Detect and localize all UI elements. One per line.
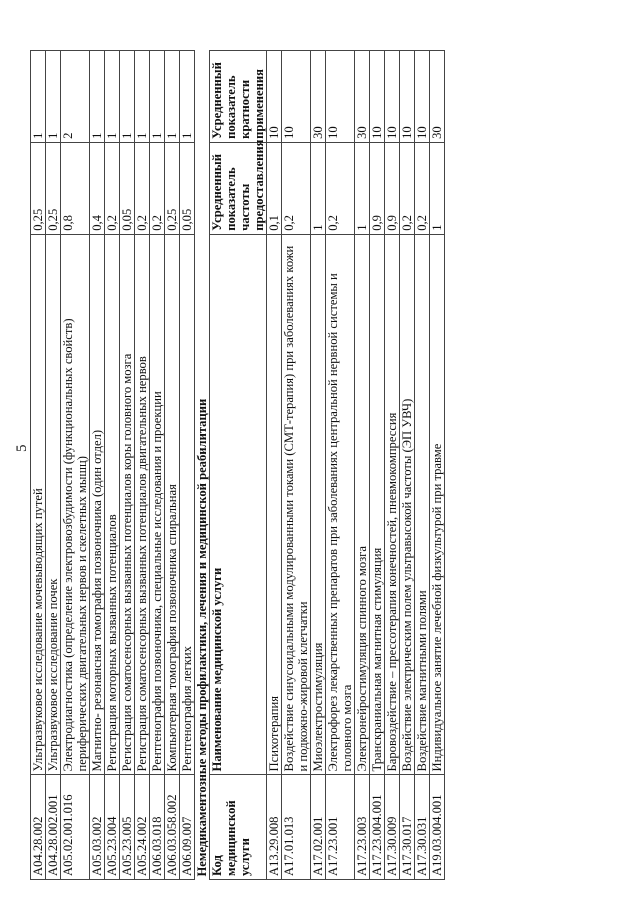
service-name: Рентгенография легких xyxy=(180,234,195,775)
service-name: Воздействие синусоидальными модулированными токами (СМТ-терапия) при заболеваниях кожи и подкожно-жировой клетчатки xyxy=(282,234,311,775)
service-code: A05.02.001.016 xyxy=(61,775,90,880)
service-name: Психотерапия xyxy=(267,234,282,775)
frequency-value: 0,05 xyxy=(120,142,135,234)
table-row xyxy=(46,51,61,880)
table-row xyxy=(385,51,400,880)
service-code: A17.23.001 xyxy=(326,775,355,880)
table-row xyxy=(415,51,430,880)
service-code: A05.23.005 xyxy=(120,775,135,880)
multiplicity-value: 2 xyxy=(61,51,90,143)
service-code: A17.30.031 xyxy=(415,775,430,880)
table-row xyxy=(90,51,105,880)
service-code: A17.01.013 xyxy=(282,775,311,880)
service-code: A13.29.008 xyxy=(267,775,282,880)
service-code: A04.28.002.001 xyxy=(46,775,61,880)
section-title: Немедикаментозные методы профилактики, лечения и медицинской реабилитации xyxy=(195,51,210,880)
multiplicity-value: 10 xyxy=(385,51,400,143)
multiplicity-value: 1 xyxy=(31,51,46,143)
multiplicity-value: 30 xyxy=(355,51,370,143)
service-code: A17.30.009 xyxy=(385,775,400,880)
service-code: A05.03.002 xyxy=(90,775,105,880)
service-name: Электрофорез лекарственных препаратов при заболеваниях центральной нервной системы и головного мозга xyxy=(326,234,355,775)
section-block xyxy=(195,51,267,880)
multiplicity-value: 10 xyxy=(415,51,430,143)
section-row xyxy=(195,51,210,880)
service-code: A06.03.018 xyxy=(150,775,165,880)
table-row xyxy=(150,51,165,880)
service-name: Компьютерная томография позвоночника спиральная xyxy=(165,234,180,775)
table-row xyxy=(370,51,385,880)
rehab-services-rows xyxy=(267,51,445,880)
frequency-value: 1 xyxy=(430,142,445,234)
multiplicity-value: 1 xyxy=(105,51,120,143)
service-name: Регистрация моторных вызванных потенциалов xyxy=(105,234,120,775)
frequency-value: 0,2 xyxy=(326,142,355,234)
frequency-value: 0,25 xyxy=(31,142,46,234)
table-row xyxy=(267,51,282,880)
table-row xyxy=(311,51,326,880)
service-name: Ультразвуковое исследование почек xyxy=(46,234,61,775)
service-code: A05.24.002 xyxy=(135,775,150,880)
service-name: Ультразвуковое исследование мочевыводящих путей xyxy=(31,234,46,775)
service-name: Регистрация соматосенсорных вызванных потенциалов коры головного мозга xyxy=(120,234,135,775)
multiplicity-value: 10 xyxy=(267,51,282,143)
multiplicity-value: 1 xyxy=(150,51,165,143)
table-row xyxy=(326,51,355,880)
frequency-value: 0,25 xyxy=(165,142,180,234)
service-name: Магнитно- резонансная томография позвоночника (один отдел) xyxy=(90,234,105,775)
table-header-row xyxy=(210,51,267,880)
page-number: 5 xyxy=(14,444,30,452)
multiplicity-value: 10 xyxy=(326,51,355,143)
header-multiplicity: Усредненный показатель кратности применения xyxy=(210,51,267,143)
frequency-value: 0,9 xyxy=(385,142,400,234)
frequency-value: 0,2 xyxy=(415,142,430,234)
service-code: A06.03.058.002 xyxy=(165,775,180,880)
diagnostic-services-rows xyxy=(31,51,195,880)
service-name: Индивидуальное занятие лечебной физкультурой при травме xyxy=(430,234,445,775)
table-row xyxy=(355,51,370,880)
service-name: Воздействие магнитными полями xyxy=(415,234,430,775)
multiplicity-value: 1 xyxy=(120,51,135,143)
multiplicity-value: 1 xyxy=(135,51,150,143)
frequency-value: 0,4 xyxy=(90,142,105,234)
table-row xyxy=(31,51,46,880)
service-name: Электродиагностика (определение электровозбудимости (функциональных свойств) периферических двигательных нервов и скелетных мышц) xyxy=(61,234,90,775)
services-table xyxy=(30,50,445,880)
header-name: Наименование медицинской услуги xyxy=(210,234,267,775)
frequency-value: 0,2 xyxy=(282,142,311,234)
header-code: Код медицинской услуги xyxy=(210,775,267,880)
service-code: A05.23.004 xyxy=(105,775,120,880)
multiplicity-value: 10 xyxy=(400,51,415,143)
table-row xyxy=(430,51,445,880)
service-name: Рентгенография позвоночника, специальные исследования и проекции xyxy=(150,234,165,775)
table-row xyxy=(135,51,150,880)
service-name: Воздействие электрическим полем ультравысокой частоты (ЭП УВЧ) xyxy=(400,234,415,775)
table-row xyxy=(165,51,180,880)
service-name: Электронейростимуляция спинного мозга xyxy=(355,234,370,775)
service-code: A17.23.004.001 xyxy=(370,775,385,880)
rotated-page-content xyxy=(30,30,630,880)
service-code: A17.02.001 xyxy=(311,775,326,880)
service-name: Баровоздействие – прессотерапия конечностей, пневмокомпрессия xyxy=(385,234,400,775)
service-name: Регистрация соматосенсорных вызванных потенциалов двигательных нервов xyxy=(135,234,150,775)
frequency-value: 1 xyxy=(355,142,370,234)
multiplicity-value: 10 xyxy=(370,51,385,143)
frequency-value: 0,2 xyxy=(135,142,150,234)
frequency-value: 0,1 xyxy=(267,142,282,234)
table-row xyxy=(282,51,311,880)
frequency-value: 0,25 xyxy=(46,142,61,234)
service-name: Транскраниальная магнитная стимуляция xyxy=(370,234,385,775)
multiplicity-value: 1 xyxy=(46,51,61,143)
multiplicity-value: 30 xyxy=(430,51,445,143)
service-code: A04.28.002 xyxy=(31,775,46,880)
frequency-value: 0,9 xyxy=(370,142,385,234)
multiplicity-value: 10 xyxy=(282,51,311,143)
header-frequency: Усредненный показатель частоты предоставления xyxy=(210,142,267,234)
table-row xyxy=(61,51,90,880)
frequency-value: 0,2 xyxy=(150,142,165,234)
service-code: A17.23.003 xyxy=(355,775,370,880)
service-code: A17.30.017 xyxy=(400,775,415,880)
frequency-value: 0,8 xyxy=(61,142,90,234)
frequency-value: 0,2 xyxy=(400,142,415,234)
frequency-value: 0,05 xyxy=(180,142,195,234)
table-row xyxy=(120,51,135,880)
table-row xyxy=(400,51,415,880)
multiplicity-value: 1 xyxy=(180,51,195,143)
service-code: A06.09.007 xyxy=(180,775,195,880)
multiplicity-value: 30 xyxy=(311,51,326,143)
table-row xyxy=(180,51,195,880)
frequency-value: 0,2 xyxy=(105,142,120,234)
service-code: A19.03.004.001 xyxy=(430,775,445,880)
table-row xyxy=(105,51,120,880)
multiplicity-value: 1 xyxy=(165,51,180,143)
service-name: Миоэлектростимуляция xyxy=(311,234,326,775)
multiplicity-value: 1 xyxy=(90,51,105,143)
frequency-value: 1 xyxy=(311,142,326,234)
